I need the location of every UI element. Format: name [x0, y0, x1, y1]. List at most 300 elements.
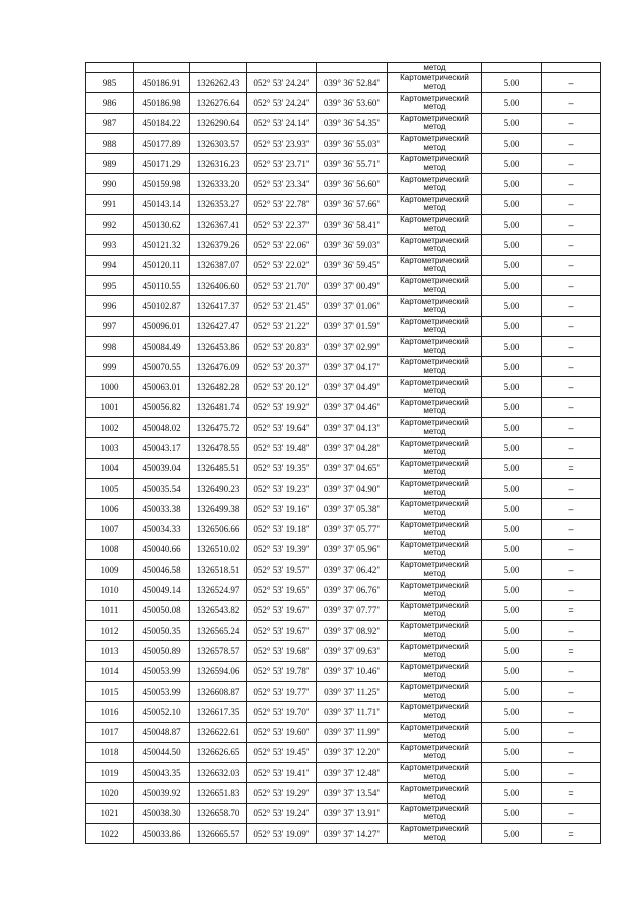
accuracy-cell: 5.00	[482, 803, 542, 823]
coord-y-cell: 1326387.07	[190, 255, 247, 275]
longitude-cell: 039° 37' 00.49"	[317, 275, 388, 295]
note-cell: =	[542, 823, 601, 843]
coord-y-cell: 1326367.41	[190, 215, 247, 235]
latitude-cell: 052° 53' 19.68"	[247, 641, 317, 661]
coord-x-cell: 450046.58	[134, 560, 190, 580]
coord-y-cell: 1326482.28	[190, 377, 247, 397]
longitude-cell: 039° 37' 12.48"	[317, 763, 388, 783]
method-cell	[388, 93, 482, 113]
method-text: метод	[423, 751, 446, 761]
table-row	[86, 397, 601, 417]
method-text: Картометрический	[400, 113, 469, 123]
coord-y-cell: 1326608.87	[190, 681, 247, 701]
longitude-cell: 039° 37' 04.65"	[317, 458, 388, 478]
coord-y-cell: 1326617.35	[190, 702, 247, 722]
coord-x-cell: 450050.08	[134, 600, 190, 620]
note-cell: –	[542, 73, 601, 93]
note-cell	[542, 63, 601, 73]
latitude-cell: 052° 53' 19.39"	[247, 539, 317, 559]
coord-x-cell: 450043.17	[134, 438, 190, 458]
coord-y-cell: 1326510.02	[190, 539, 247, 559]
method-text: метод	[423, 101, 446, 111]
method-text: Картометрический	[400, 235, 469, 245]
point-number-cell: 1003	[86, 438, 134, 458]
table-row	[86, 215, 601, 235]
point-number-cell: 1007	[86, 519, 134, 539]
table-row	[86, 418, 601, 438]
longitude-cell: 039° 37' 10.46"	[317, 661, 388, 681]
latitude-cell: 052° 53' 20.83"	[247, 336, 317, 356]
latitude-cell: 052° 53' 22.06"	[247, 235, 317, 255]
method-cell	[388, 194, 482, 214]
coord-x-cell: 450044.50	[134, 742, 190, 762]
method-text: Картометрический	[400, 540, 469, 550]
coord-y-cell: 1326478.55	[190, 438, 247, 458]
method-text: Картометрический	[400, 641, 469, 651]
note-cell: –	[542, 296, 601, 316]
point-number-cell	[86, 63, 134, 73]
note-cell: –	[542, 438, 601, 458]
method-text: метод	[423, 162, 446, 172]
point-number-cell: 995	[86, 275, 134, 295]
latitude-cell: 052° 53' 19.48"	[247, 438, 317, 458]
accuracy-cell: 5.00	[482, 336, 542, 356]
longitude-cell: 039° 36' 52.84"	[317, 73, 388, 93]
longitude-cell: 039° 37' 04.90"	[317, 478, 388, 498]
method-text: Картометрический	[400, 479, 469, 489]
point-number-cell: 993	[86, 235, 134, 255]
method-text: метод	[423, 649, 446, 659]
latitude-cell: 052° 53' 19.24"	[247, 803, 317, 823]
method-text: метод	[423, 629, 446, 639]
method-text: Картометрический	[400, 276, 469, 286]
coord-x-cell: 450102.87	[134, 296, 190, 316]
method-text: Картометрический	[400, 73, 469, 83]
method-text: метод	[423, 264, 446, 274]
longitude-cell: 039° 37' 05.77"	[317, 519, 388, 539]
note-cell: –	[542, 560, 601, 580]
method-text: метод	[423, 710, 446, 720]
method-cell	[388, 235, 482, 255]
method-text: Картометрический	[400, 661, 469, 671]
accuracy-cell: 5.00	[482, 174, 542, 194]
accuracy-cell: 5.00	[482, 377, 542, 397]
latitude-cell: 052° 53' 22.37"	[247, 215, 317, 235]
method-text: Картометрический	[400, 357, 469, 367]
point-number-cell: 1011	[86, 600, 134, 620]
note-cell: –	[542, 133, 601, 153]
point-number-cell: 1004	[86, 458, 134, 478]
point-number-cell: 1021	[86, 803, 134, 823]
note-cell: –	[542, 336, 601, 356]
latitude-cell: 052° 53' 19.29"	[247, 783, 317, 803]
longitude-cell	[317, 63, 388, 73]
note-cell: –	[542, 803, 601, 823]
method-cell	[388, 803, 482, 823]
method-text: метод	[423, 62, 446, 72]
coord-x-cell: 450130.62	[134, 215, 190, 235]
method-text: метод	[423, 183, 446, 193]
method-text: Картометрический	[400, 154, 469, 164]
table-row	[86, 702, 601, 722]
latitude-cell: 052° 53' 19.57"	[247, 560, 317, 580]
accuracy-cell: 5.00	[482, 194, 542, 214]
method-text: метод	[423, 223, 446, 233]
longitude-cell: 039° 37' 11.25"	[317, 681, 388, 701]
coord-x-cell: 450186.91	[134, 73, 190, 93]
accuracy-cell: 5.00	[482, 418, 542, 438]
latitude-cell: 052° 53' 22.02"	[247, 255, 317, 275]
method-text: Картометрический	[400, 438, 469, 448]
accuracy-cell: 5.00	[482, 438, 542, 458]
method-cell	[388, 113, 482, 133]
method-cell	[388, 722, 482, 742]
accuracy-cell: 5.00	[482, 316, 542, 336]
longitude-cell: 039° 37' 06.76"	[317, 580, 388, 600]
note-cell: –	[542, 742, 601, 762]
note-cell: –	[542, 763, 601, 783]
note-cell: –	[542, 702, 601, 722]
method-text: метод	[423, 832, 446, 842]
coord-x-cell: 450186.98	[134, 93, 190, 113]
latitude-cell: 052° 53' 24.24"	[247, 73, 317, 93]
method-cell	[388, 478, 482, 498]
table-row	[86, 661, 601, 681]
method-text: метод	[423, 304, 446, 314]
latitude-cell: 052° 53' 20.12"	[247, 377, 317, 397]
method-text: метод	[423, 142, 446, 152]
point-number-cell: 1020	[86, 783, 134, 803]
accuracy-cell: 5.00	[482, 641, 542, 661]
accuracy-cell: 5.00	[482, 478, 542, 498]
accuracy-cell: 5.00	[482, 722, 542, 742]
table-row	[86, 194, 601, 214]
accuracy-cell: 5.00	[482, 133, 542, 153]
note-cell: –	[542, 397, 601, 417]
method-cell	[388, 600, 482, 620]
latitude-cell: 052° 53' 19.41"	[247, 763, 317, 783]
coord-x-cell: 450043.35	[134, 763, 190, 783]
method-text: Картометрический	[400, 134, 469, 144]
coord-x-cell: 450039.92	[134, 783, 190, 803]
latitude-cell: 052° 53' 19.64"	[247, 418, 317, 438]
longitude-cell: 039° 36' 59.03"	[317, 235, 388, 255]
method-cell	[388, 275, 482, 295]
latitude-cell: 052° 53' 19.18"	[247, 519, 317, 539]
coord-x-cell: 450039.04	[134, 458, 190, 478]
method-text: метод	[423, 467, 446, 477]
method-text: Картометрический	[400, 397, 469, 407]
method-text: метод	[423, 670, 446, 680]
coord-y-cell: 1326481.74	[190, 397, 247, 417]
accuracy-cell: 5.00	[482, 560, 542, 580]
latitude-cell: 052° 53' 21.70"	[247, 275, 317, 295]
method-cell	[388, 73, 482, 93]
point-number-cell: 996	[86, 296, 134, 316]
point-number-cell: 989	[86, 154, 134, 174]
accuracy-cell: 5.00	[482, 235, 542, 255]
longitude-cell: 039° 37' 08.92"	[317, 621, 388, 641]
point-number-cell: 987	[86, 113, 134, 133]
longitude-cell: 039° 37' 05.38"	[317, 499, 388, 519]
table-row	[86, 73, 601, 93]
table-row	[86, 478, 601, 498]
longitude-cell: 039° 37' 11.99"	[317, 722, 388, 742]
note-cell: –	[542, 539, 601, 559]
latitude-cell: 052° 53' 21.22"	[247, 316, 317, 336]
note-cell: –	[542, 235, 601, 255]
method-text: метод	[423, 507, 446, 517]
method-text: метод	[423, 690, 446, 700]
latitude-cell: 052° 53' 19.60"	[247, 722, 317, 742]
longitude-cell: 039° 37' 01.59"	[317, 316, 388, 336]
table-row	[86, 803, 601, 823]
coord-x-cell: 450050.89	[134, 641, 190, 661]
method-text: метод	[423, 792, 446, 802]
method-cell	[388, 458, 482, 478]
accuracy-cell: 5.00	[482, 499, 542, 519]
accuracy-cell: 5.00	[482, 600, 542, 620]
method-cell	[388, 357, 482, 377]
coord-y-cell: 1326427.47	[190, 316, 247, 336]
accuracy-cell: 5.00	[482, 823, 542, 843]
method-cell	[388, 296, 482, 316]
coord-x-cell: 450035.54	[134, 478, 190, 498]
note-cell: –	[542, 275, 601, 295]
longitude-cell: 039° 36' 59.45"	[317, 255, 388, 275]
note-cell: –	[542, 499, 601, 519]
point-number-cell: 999	[86, 357, 134, 377]
accuracy-cell: 5.00	[482, 73, 542, 93]
longitude-cell: 039° 36' 53.60"	[317, 93, 388, 113]
coord-x-cell: 450120.11	[134, 255, 190, 275]
coord-y-cell: 1326524.97	[190, 580, 247, 600]
method-cell	[388, 499, 482, 519]
latitude-cell: 052° 53' 19.92"	[247, 397, 317, 417]
method-cell	[388, 63, 482, 73]
longitude-cell: 039° 37' 04.46"	[317, 397, 388, 417]
note-cell: –	[542, 681, 601, 701]
accuracy-cell: 5.00	[482, 93, 542, 113]
point-number-cell: 1008	[86, 539, 134, 559]
note-cell: =	[542, 600, 601, 620]
latitude-cell: 052° 53' 24.24"	[247, 93, 317, 113]
longitude-cell: 039° 37' 13.54"	[317, 783, 388, 803]
method-text: Картометрический	[400, 560, 469, 570]
accuracy-cell	[482, 63, 542, 73]
coord-y-cell: 1326406.60	[190, 275, 247, 295]
coord-x-cell: 450184.22	[134, 113, 190, 133]
method-text: метод	[423, 203, 446, 213]
point-number-cell: 986	[86, 93, 134, 113]
note-cell: –	[542, 580, 601, 600]
coord-x-cell: 450040.66	[134, 539, 190, 559]
method-text: метод	[423, 771, 446, 781]
table-row	[86, 641, 601, 661]
method-text: метод	[423, 345, 446, 355]
table-row	[86, 621, 601, 641]
method-text: Картометрический	[400, 195, 469, 205]
table-row	[86, 600, 601, 620]
table-row	[86, 336, 601, 356]
note-cell: –	[542, 215, 601, 235]
method-text: Картометрический	[400, 580, 469, 590]
method-text: метод	[423, 528, 446, 538]
coord-x-cell: 450048.87	[134, 722, 190, 742]
coord-x-cell: 450110.55	[134, 275, 190, 295]
longitude-cell: 039° 37' 11.71"	[317, 702, 388, 722]
point-number-cell: 1015	[86, 681, 134, 701]
latitude-cell: 052° 53' 23.71"	[247, 154, 317, 174]
accuracy-cell: 5.00	[482, 763, 542, 783]
coord-x-cell: 450048.02	[134, 418, 190, 438]
longitude-cell: 039° 37' 14.27"	[317, 823, 388, 843]
coord-x-cell: 450121.32	[134, 235, 190, 255]
method-cell	[388, 621, 482, 641]
coord-x-cell: 450084.49	[134, 336, 190, 356]
note-cell: =	[542, 783, 601, 803]
method-cell	[388, 519, 482, 539]
coord-x-cell: 450177.89	[134, 133, 190, 153]
accuracy-cell: 5.00	[482, 702, 542, 722]
method-text: Картометрический	[400, 418, 469, 428]
method-text: Картометрический	[400, 337, 469, 347]
latitude-cell: 052° 53' 24.14"	[247, 113, 317, 133]
latitude-cell: 052° 53' 19.35"	[247, 458, 317, 478]
method-text: метод	[423, 609, 446, 619]
coord-x-cell: 450033.38	[134, 499, 190, 519]
coord-y-cell: 1326475.72	[190, 418, 247, 438]
method-text: метод	[423, 244, 446, 254]
note-cell: =	[542, 641, 601, 661]
method-text: Картометрический	[400, 783, 469, 793]
coord-y-cell: 1326453.86	[190, 336, 247, 356]
method-text: метод	[423, 812, 446, 822]
accuracy-cell: 5.00	[482, 458, 542, 478]
method-text: Картометрический	[400, 215, 469, 225]
longitude-cell: 039° 36' 55.03"	[317, 133, 388, 153]
table-row	[86, 438, 601, 458]
latitude-cell: 052° 53' 23.93"	[247, 133, 317, 153]
method-text: метод	[423, 487, 446, 497]
method-text: Картометрический	[400, 174, 469, 184]
note-cell: –	[542, 661, 601, 681]
coord-y-cell: 1326632.03	[190, 763, 247, 783]
method-text: Картометрический	[400, 722, 469, 732]
method-cell	[388, 763, 482, 783]
note-cell: –	[542, 418, 601, 438]
longitude-cell: 039° 37' 04.17"	[317, 357, 388, 377]
point-number-cell: 1012	[86, 621, 134, 641]
accuracy-cell: 5.00	[482, 357, 542, 377]
longitude-cell: 039° 37' 13.91"	[317, 803, 388, 823]
table-row	[86, 722, 601, 742]
latitude-cell: 052° 53' 19.09"	[247, 823, 317, 843]
method-text: Картометрический	[400, 621, 469, 631]
latitude-cell: 052° 53' 19.70"	[247, 702, 317, 722]
table-row	[86, 255, 601, 275]
coord-x-cell: 450171.29	[134, 154, 190, 174]
point-number-cell: 1017	[86, 722, 134, 742]
method-cell	[388, 742, 482, 762]
method-cell	[388, 702, 482, 722]
method-text: метод	[423, 386, 446, 396]
coord-y-cell: 1326499.38	[190, 499, 247, 519]
coord-y-cell: 1326262.43	[190, 73, 247, 93]
method-text: Картометрический	[400, 519, 469, 529]
method-text: метод	[423, 325, 446, 335]
table-row	[86, 539, 601, 559]
method-text: Картометрический	[400, 316, 469, 326]
method-text: Картометрический	[400, 824, 469, 834]
table-row	[86, 783, 601, 803]
accuracy-cell: 5.00	[482, 621, 542, 641]
method-cell	[388, 661, 482, 681]
table-row	[86, 93, 601, 113]
coord-y-cell: 1326485.51	[190, 458, 247, 478]
method-text: Картометрический	[400, 682, 469, 692]
point-number-cell: 998	[86, 336, 134, 356]
method-text: метод	[423, 122, 446, 132]
method-text: Картометрический	[400, 458, 469, 468]
accuracy-cell: 5.00	[482, 215, 542, 235]
method-cell	[388, 418, 482, 438]
longitude-cell: 039° 36' 55.71"	[317, 154, 388, 174]
method-text: метод	[423, 446, 446, 456]
point-number-cell: 985	[86, 73, 134, 93]
point-number-cell: 992	[86, 215, 134, 235]
latitude-cell: 052° 53' 19.23"	[247, 478, 317, 498]
latitude-cell: 052° 53' 19.67"	[247, 600, 317, 620]
note-cell: –	[542, 377, 601, 397]
point-number-cell: 1016	[86, 702, 134, 722]
longitude-cell: 039° 37' 09.63"	[317, 641, 388, 661]
method-cell	[388, 255, 482, 275]
longitude-cell: 039° 36' 58.41"	[317, 215, 388, 235]
method-cell	[388, 397, 482, 417]
note-cell: –	[542, 93, 601, 113]
point-number-cell: 1019	[86, 763, 134, 783]
method-text: метод	[423, 365, 446, 375]
coord-y-cell: 1326506.66	[190, 519, 247, 539]
method-text: Картометрический	[400, 499, 469, 509]
coord-y-cell: 1326316.23	[190, 154, 247, 174]
coord-y-cell: 1326276.64	[190, 93, 247, 113]
coord-y-cell: 1326658.70	[190, 803, 247, 823]
coord-x-cell: 450050.35	[134, 621, 190, 641]
note-cell: –	[542, 519, 601, 539]
point-number-cell: 1022	[86, 823, 134, 843]
table-row	[86, 499, 601, 519]
coord-y-cell: 1326290.64	[190, 113, 247, 133]
coord-y-cell: 1326651.83	[190, 783, 247, 803]
coord-x-cell: 450033.86	[134, 823, 190, 843]
table-row	[86, 560, 601, 580]
coord-x-cell: 450096.01	[134, 316, 190, 336]
latitude-cell: 052° 53' 19.16"	[247, 499, 317, 519]
accuracy-cell: 5.00	[482, 742, 542, 762]
coord-y-cell: 1326476.09	[190, 357, 247, 377]
method-text: Картометрический	[400, 702, 469, 712]
method-text: метод	[423, 589, 446, 599]
longitude-cell: 039° 37' 06.42"	[317, 560, 388, 580]
coord-y-cell: 1326333.20	[190, 174, 247, 194]
method-text: Картометрический	[400, 255, 469, 265]
method-cell	[388, 539, 482, 559]
coord-x-cell: 450143.14	[134, 194, 190, 214]
method-cell	[388, 641, 482, 661]
method-text: Картометрический	[400, 93, 469, 103]
